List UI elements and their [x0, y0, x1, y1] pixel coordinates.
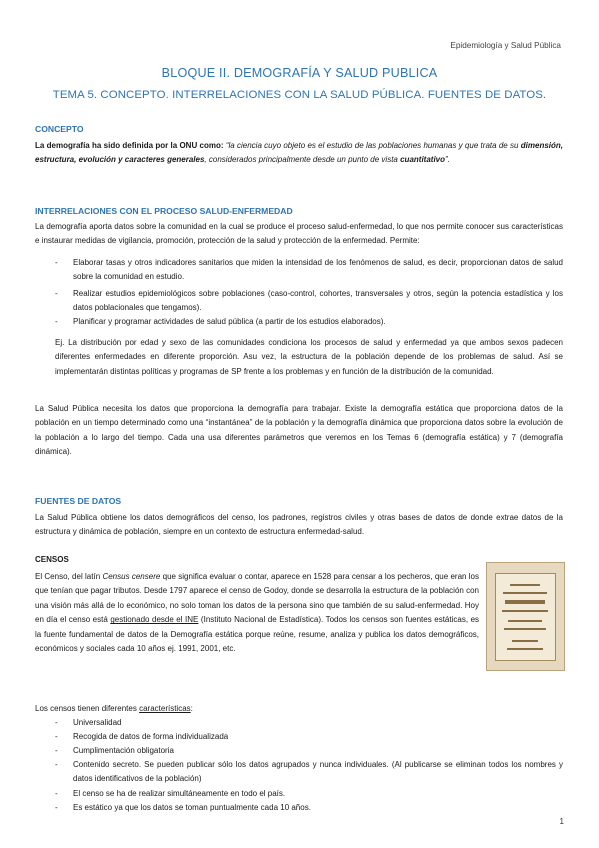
- subheading-censos: CENSOS: [35, 555, 69, 564]
- interrelaciones-intro: La demografía aporta datos sobre la comunidad en la cual se produce el proceso salud-enfermedad, lo que nos permite conocer sus características e instaurar medidas de vigilancia, promoción, protección de la salud y protección de la enfermedad. Permite:: [35, 222, 563, 246]
- fuentes-intro: La Salud Pública obtiene los datos demográficos del censo, los padrones, registros civiles y otras bases de datos de donde extrae datos de la estructura y dinámica de población, siempre en un contexto de estructura enfermedad-salud.: [35, 513, 563, 537]
- list-item: - Es estático ya que los datos se toman puntualmente cada 10 años.: [55, 803, 311, 812]
- running-header: Epidemiología y Salud Pública: [450, 41, 561, 50]
- block-title: BLOQUE II. DEMOGRAFÍA Y SALUD PUBLICA: [161, 66, 438, 80]
- list-item: - Planificar y programar actividades de salud pública (a partir de los estudios elaborados).: [55, 317, 386, 326]
- section-heading-fuentes: FUENTES DE DATOS: [35, 496, 122, 506]
- list-item: - Universalidad: [55, 718, 122, 727]
- census-document-image: [486, 562, 565, 671]
- caracteristicas-intro: Los censos tienen diferentes características:: [35, 704, 193, 713]
- list-item: - Recogida de datos de forma individualizada: [55, 732, 229, 741]
- example-paragraph: Ej. La distribución por edad y sexo de las comunidades condiciona los procesos de salud y enfermedad ya que ambos sexos padecen diferentes enfermedades en diferente proporción. Asu vez, la estructura de la población depende de los problemas de salud. Así se implementarán distintas políticas y programas de SP frente a los problemas y en función de la distribución de la comunidad.: [55, 338, 563, 376]
- list-item: - Elaborar tasas y otros indicadores sanitarios que miden la intensidad de los fenómenos de salud, es decir, proporcionan datos de salud sobre la comunidad en estudio.: [55, 258, 563, 282]
- section-heading-concepto: CONCEPTO: [35, 124, 84, 134]
- list-item: - Realizar estudios epidemiológicos sobre poblaciones (caso-control, cohortes, transversales y otros, según la potencia estadística y los datos poblacionales que tengamos).: [55, 289, 563, 313]
- censo-paragraph: El Censo, del latín Census censere que significa evaluar o contar, aparece en 1528 para censar a los pecheros, que eran los que tenían que pagar tributos. Desde 1797 aparece el censo de Godoy, donde se desarrolla la estructura de la población con una visión más allá de lo económico, no solo toman los datos de la persona sino que también de su salud-enfermedad. Hoy en día el censo está gestionado desde el INE (Instituto Nacional de Estadística). Todos los censos son fuentes estáticas, es la fuente fundamental de datos de la Demografía estática porque reúne, resume, analiza y publica los datos demográficos, económicos y sociales cada 10 años ej. 1991, 2001, etc.: [35, 572, 480, 654]
- concepto-paragraph: La demografía ha sido definida por la ONU como: “la ciencia cuyo objeto es el estudio de las poblaciones humanas y que trata de su dimensión, estructura, evolución y caracteres generales, considerados principalmente desde un punto de vista cuantitativo”.: [35, 141, 564, 165]
- section-heading-interrelaciones: INTERRELACIONES CON EL PROCESO SALUD-ENFERMEDAD: [35, 206, 293, 216]
- page-number: 1: [559, 817, 564, 826]
- list-item: - El censo se ha de realizar simultáneamente en todo el país.: [55, 789, 286, 798]
- list-item: - Cumplimentación obligatoria: [55, 746, 174, 755]
- interrelaciones-closing: La Salud Pública necesita los datos que proporciona la demografía para trabajar. Existe la demografía estática que proporciona datos de la población en un tiempo determinado como una “instantánea” de la población y la demografía dinámica que proporciona datos sobre la evolución de la población a lo largo del tiempo. Cada una usa diferentes parámetros que veremos en los Temas 6 (demografía estática) y 7 (demografía dinámica).: [35, 404, 563, 457]
- topic-title: TEMA 5. CONCEPTO. INTERRELACIONES CON LA SALUD PÚBLICA. FUENTES DE DATOS.: [52, 89, 547, 101]
- list-item: - Contenido secreto. Se pueden publicar sólo los datos agrupados y nunca individuales. (Al publicarse se eliminan todos los nombres y datos identificativos de la población): [55, 760, 563, 784]
